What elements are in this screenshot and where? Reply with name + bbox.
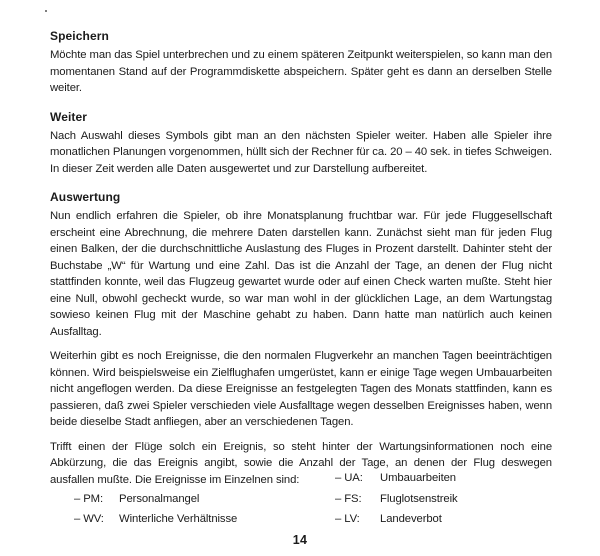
scan-speck bbox=[45, 10, 47, 12]
event-item-wv bbox=[74, 511, 329, 528]
section-paragraph: Möchte man das Spiel unterbrechen und zu einem späteren Zeitpunkt weiterspielen, so kann man den momentanen Stand auf der Programmdiskette abspeichern. Später geht es dann an derselben Stelle weiter. bbox=[50, 49, 552, 94]
event-code: – PM: bbox=[74, 492, 104, 505]
event-label: Personalmangel bbox=[119, 492, 200, 505]
page-content bbox=[50, 28, 552, 528]
paragraph-text: Trifft einen der Flüge solch ein Ereignis, so steht hinter der Wartungsinformationen noch eine Abkürzung, die das Ereignis angibt, sowie die Anzahl der Tage, an denen der Flug deswegen ausfallen mußte. Die Ereignisse im Einzelnen sind: bbox=[50, 440, 552, 486]
event-item-lv bbox=[335, 511, 549, 528]
event-list bbox=[74, 472, 552, 528]
section-auswertung bbox=[50, 189, 552, 528]
event-label: Fluglotsenstreik bbox=[380, 492, 458, 505]
event-spacer bbox=[74, 486, 329, 487]
section-paragraph: Nach Auswahl dieses Symbols gibt man an den nächsten Spieler weiter. Haben alle Spieler ihre monatlichen Planungen vorgenommen, hüllt sich der Rechner für ca. 20 – 40 sek. in tiefes Schweigen. In dieser Zeit werden alle Daten ausgewertet und zur Darstellung aufbereitet. bbox=[50, 129, 552, 175]
section-heading: Speichern bbox=[50, 29, 109, 43]
event-item-fs bbox=[335, 491, 549, 508]
event-code: – UA: bbox=[335, 472, 363, 484]
section-heading: Auswertung bbox=[50, 190, 121, 204]
event-label: Landeverbot bbox=[380, 513, 442, 525]
section-speichern bbox=[50, 28, 552, 97]
event-label: Umbauarbeiten bbox=[380, 472, 456, 484]
event-code: – FS: bbox=[335, 492, 362, 505]
section-paragraph: Nun endlich erfahren die Spieler, ob ihre Monatsplanung fruchtbar war. Für jede Fluggesellschaft erscheint eine Abrechnung, die mehrere Daten darstellen kann. Zunächst sieht man für jeden Flug einen Balken, der die durchschnittliche Auslastung des Fluges in Prozent darstellt. Dahinter steht der Buchstabe „W“ für Wartung und eine Zahl. Das ist die Anzahl der Tage, an denen der Flug nicht stattfinden konnte, weil das Flugzeug gewartet wurde oder auf einen Check warten mußte. Steht hier eine Null, obwohl gecheckt wurde, so war man wohl in der glücklichen Lage, an dem Wartungstag sowieso keinen Flug mit der Maschine gehabt zu haben. Dann hatte man natürlich auch keinen Ausfalltag. bbox=[50, 210, 552, 338]
event-item-pm bbox=[74, 491, 329, 508]
event-item-ua bbox=[335, 470, 549, 487]
event-label: Winterliche Verhältnisse bbox=[119, 513, 238, 525]
event-code: – LV: bbox=[335, 513, 360, 525]
event-code: – WV: bbox=[74, 513, 104, 525]
section-weiter bbox=[50, 109, 552, 178]
page-number: 14 bbox=[292, 533, 308, 547]
section-heading: Weiter bbox=[50, 109, 88, 124]
section-paragraph: Weiterhin gibt es noch Ereignisse, die den normalen Flugverkehr an manchen Tagen beeinträchtigen können. Wird beispielsweise ein Zielflughafen umgerüstet, kann er einige Tage wegen Umbauarbeiten nicht angeflogen werden. Da diese Ereignisse an festgelegten Tagen des Monats stattfinden, kann es passieren, daß zwei Spieler verschieden viele Ausfalltage wegen desselben Ereignisses haben, wenn beide dieselbe Stadt anfliegen, aber an verschiedenen Tagen. bbox=[50, 350, 552, 428]
